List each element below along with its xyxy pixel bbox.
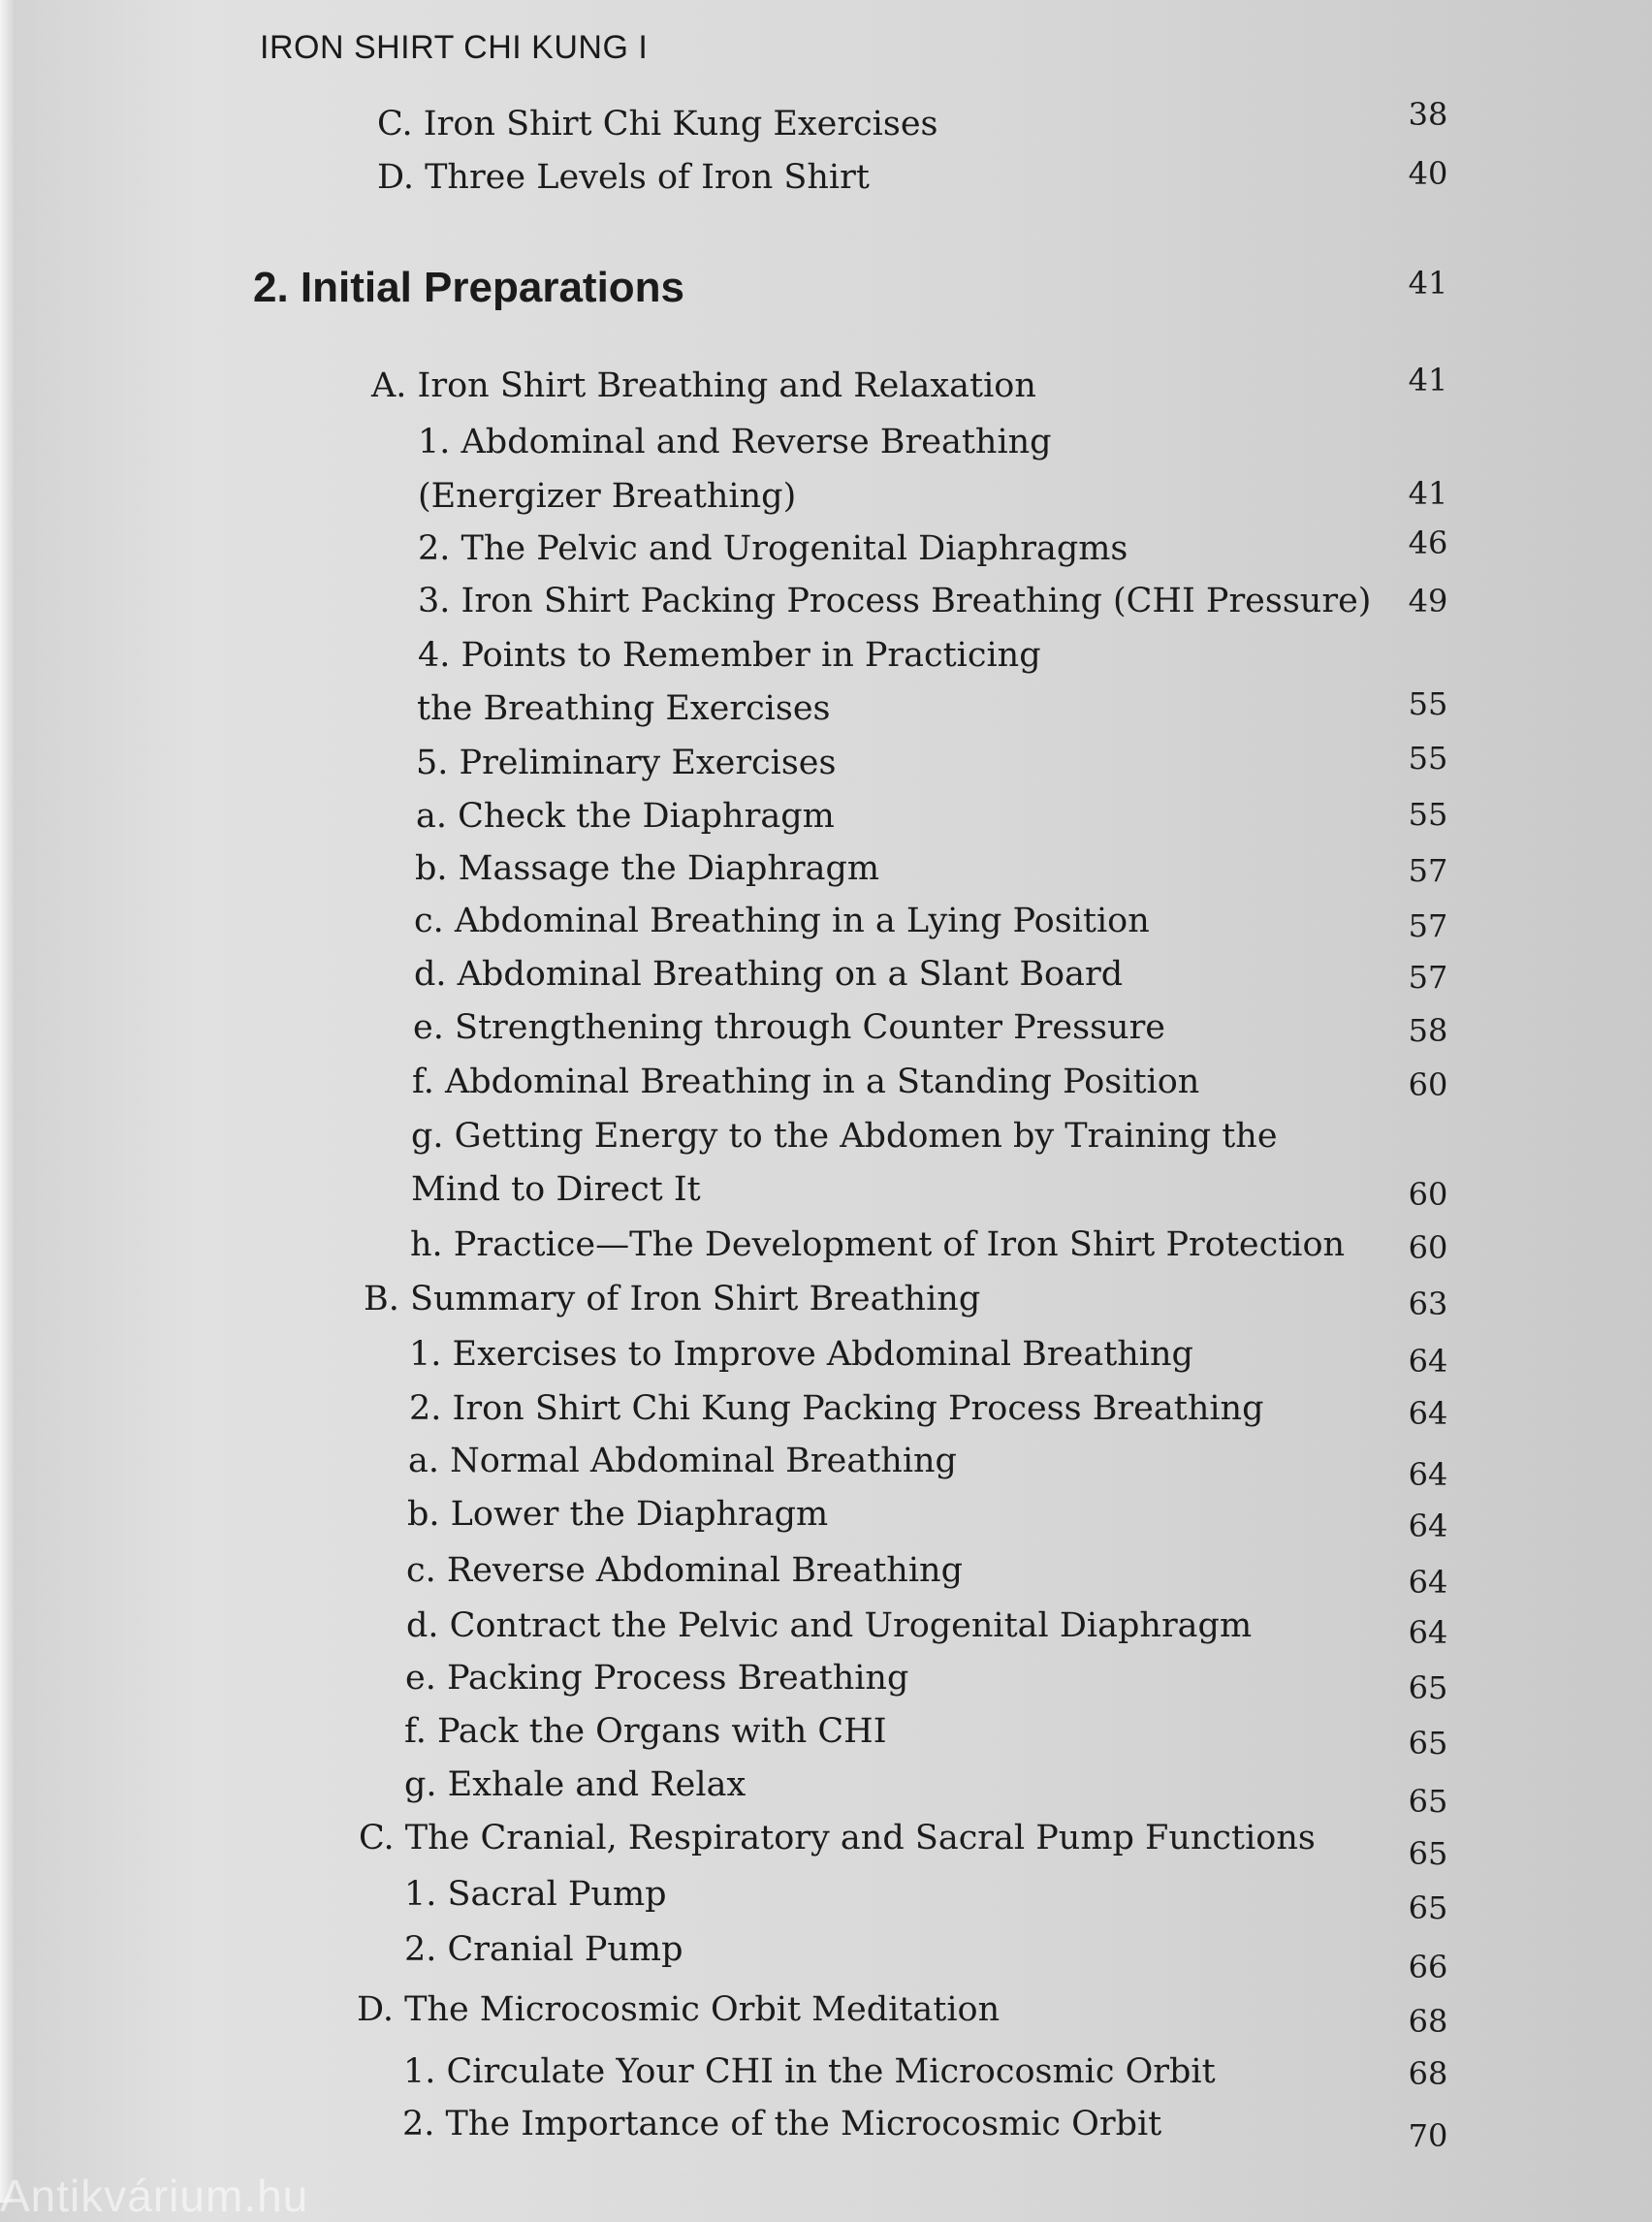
toc-entry-title: g. Exhale and Relax [404, 1765, 747, 1804]
toc-entry-title: c. Reverse Abdominal Breathing [406, 1551, 963, 1590]
toc-entry-page: 65 [1408, 1783, 1448, 1820]
toc-entry-title: a. Normal Abdominal Breathing [408, 1442, 957, 1480]
toc-entry [0, 2047, 1652, 2102]
toc-entry-page: 38 [1408, 96, 1448, 133]
toc-entry-title: 1. Abdominal and Reverse Breathing [418, 423, 1052, 461]
toc-entry [0, 897, 1652, 951]
toc-entry-title: 5. Preliminary Exercises [416, 744, 837, 782]
toc-entry [0, 577, 1652, 631]
toc-entry-page: 65 [1408, 1725, 1448, 1762]
toc-entry [0, 1870, 1652, 1924]
toc-entry [0, 1221, 1652, 1275]
toc-entry [0, 1761, 1652, 1820]
toc-entry-title: (Energizer Breathing) [418, 477, 797, 516]
toc-entry-title: e. Packing Process Breathing [405, 1659, 909, 1698]
toc-entry-title: f. Pack the Organs with CHI [404, 1712, 887, 1751]
toc-entry-page: 64 [1408, 1395, 1448, 1432]
watermark: Antikvárium.hu [0, 2171, 309, 2221]
toc-entry-title: a. Check the Diaphragm [416, 797, 835, 836]
toc-entry [0, 1437, 1652, 1491]
toc-entry-title: e. Strengthening through Counter Pressure [413, 1008, 1166, 1047]
toc-entry-page: 68 [1408, 2055, 1448, 2092]
toc-entry-page: 41 [1408, 475, 1448, 512]
toc-entry [0, 1814, 1652, 1872]
toc-entry-title: B. Summary of Iron Shirt Breathing [364, 1280, 981, 1318]
toc-entry-page: 64 [1408, 1456, 1448, 1493]
toc-entry-page: 46 [1408, 524, 1448, 561]
toc-entry-title: 3. Iron Shirt Packing Process Breathing (CHI Pressure) [418, 582, 1372, 620]
toc-entry [0, 2100, 1652, 2154]
toc-entry-page: 40 [1408, 155, 1448, 192]
toc-entry-title: d. Abdominal Breathing on a Slant Board [414, 955, 1124, 994]
toc-entry-page: 66 [1408, 1949, 1448, 1985]
toc-entry [0, 1654, 1652, 1708]
toc-entry [0, 631, 1652, 685]
toc-entry-page: 65 [1408, 1889, 1448, 1926]
toc-entry [0, 1112, 1652, 1166]
toc-entry [0, 792, 1652, 846]
toc-entry [0, 1058, 1652, 1112]
toc-entry-page: 49 [1408, 583, 1448, 619]
toc-entry-title: D. The Microcosmic Orbit Meditation [357, 1990, 1001, 2029]
toc-entry-page: 60 [1408, 1229, 1448, 1266]
toc-entry [0, 524, 1652, 579]
toc-entry [0, 1925, 1652, 1985]
toc-entry-title: A. Iron Shirt Breathing and Relaxation [371, 366, 1036, 405]
toc-entry-title: b. Lower the Diaphragm [407, 1495, 829, 1534]
toc-entry-title: 1. Circulate Your CHI in the Microcosmic Orbit [403, 2052, 1216, 2091]
chapter-heading [0, 259, 1652, 313]
toc-entry-page: 65 [1408, 1835, 1448, 1872]
toc-entry-page: 55 [1408, 685, 1448, 722]
toc-entry-title: 1. Exercises to Improve Abdominal Breathing [409, 1335, 1193, 1374]
toc-entry-title: b. Massage the Diaphragm [415, 849, 880, 888]
toc-entry [0, 362, 1652, 416]
toc-entry-title: 4. Points to Remember in Practicing [418, 636, 1041, 675]
toc-entry-title: h. Practice—The Development of Iron Shirt Protection [410, 1225, 1346, 1264]
toc-entry-page: 68 [1408, 2003, 1448, 2040]
toc-entry [0, 1490, 1652, 1544]
toc-entry-page: 41 [1408, 265, 1448, 302]
toc-entry-title: D. Three Levels of Iron Shirt [377, 158, 870, 197]
toc-entry [0, 1384, 1652, 1439]
toc-entry-page: 55 [1408, 796, 1448, 833]
toc-entry-title: Mind to Direct It [411, 1170, 701, 1209]
toc-entry [0, 1275, 1652, 1329]
toc-entry-title: d. Contract the Pelvic and Urogenital Diaphragm [406, 1606, 1253, 1645]
toc-entry-page: 64 [1408, 1508, 1448, 1544]
running-head: IRON SHIRT CHI KUNG I [260, 29, 649, 66]
toc-entry [0, 1546, 1652, 1601]
toc-entry [0, 844, 1652, 899]
toc-entry-title: 1. Sacral Pump [404, 1875, 667, 1914]
toc-entry [0, 96, 1652, 154]
toc-entry-title: 2. Cranial Pump [404, 1930, 683, 1969]
toc-entry-page: 58 [1408, 1012, 1448, 1049]
toc-entry [0, 153, 1652, 207]
toc-entry-page: 64 [1408, 1614, 1448, 1651]
toc-entry-title: 2. Iron Shirt Chi Kung Packing Process Breathing [409, 1389, 1264, 1428]
toc-entry-title: 2. The Importance of the Microcosmic Orbit [402, 2105, 1162, 2143]
toc-entry-page: 55 [1408, 740, 1448, 777]
toc-entry-page: 65 [1408, 1669, 1448, 1706]
toc-entry [0, 684, 1652, 739]
toc-entry [0, 1985, 1652, 2040]
toc-entry-title: C. The Cranial, Respiratory and Sacral Pump Functions [359, 1819, 1316, 1857]
toc-entry-page: 41 [1408, 362, 1448, 398]
toc-entry [0, 950, 1652, 1004]
toc-entry-title: c. Abdominal Breathing in a Lying Position [414, 902, 1150, 940]
toc-entry-page: 57 [1408, 959, 1448, 996]
toc-entry-title: 2. The Pelvic and Urogenital Diaphragms [418, 529, 1128, 568]
toc-entry-page: 57 [1408, 852, 1448, 889]
toc-entry-page: 60 [1408, 1066, 1448, 1103]
toc-entry [0, 1707, 1652, 1762]
toc-entry-page: 64 [1408, 1343, 1448, 1380]
toc-entry-page: 70 [1408, 2117, 1448, 2154]
toc-entry [0, 1003, 1652, 1058]
chapter-title: 2. Initial Preparations [253, 264, 685, 311]
toc-entry [0, 418, 1652, 472]
toc-entry [0, 739, 1652, 793]
toc-entry [0, 1330, 1652, 1384]
toc-entry-page: 60 [1408, 1176, 1448, 1213]
toc-entry [0, 1165, 1652, 1220]
toc-entry-title: g. Getting Energy to the Abdomen by Training the [411, 1117, 1278, 1156]
toc-entry-title: f. Abdominal Breathing in a Standing Position [412, 1063, 1200, 1101]
toc-entry [0, 1602, 1652, 1656]
toc-entry-title: C. Iron Shirt Chi Kung Exercises [377, 105, 938, 143]
toc-entry-page: 57 [1408, 907, 1448, 944]
toc-entry-page: 63 [1408, 1286, 1448, 1322]
toc-entry-title: the Breathing Exercises [417, 689, 831, 728]
toc-entry-page: 64 [1408, 1564, 1448, 1601]
